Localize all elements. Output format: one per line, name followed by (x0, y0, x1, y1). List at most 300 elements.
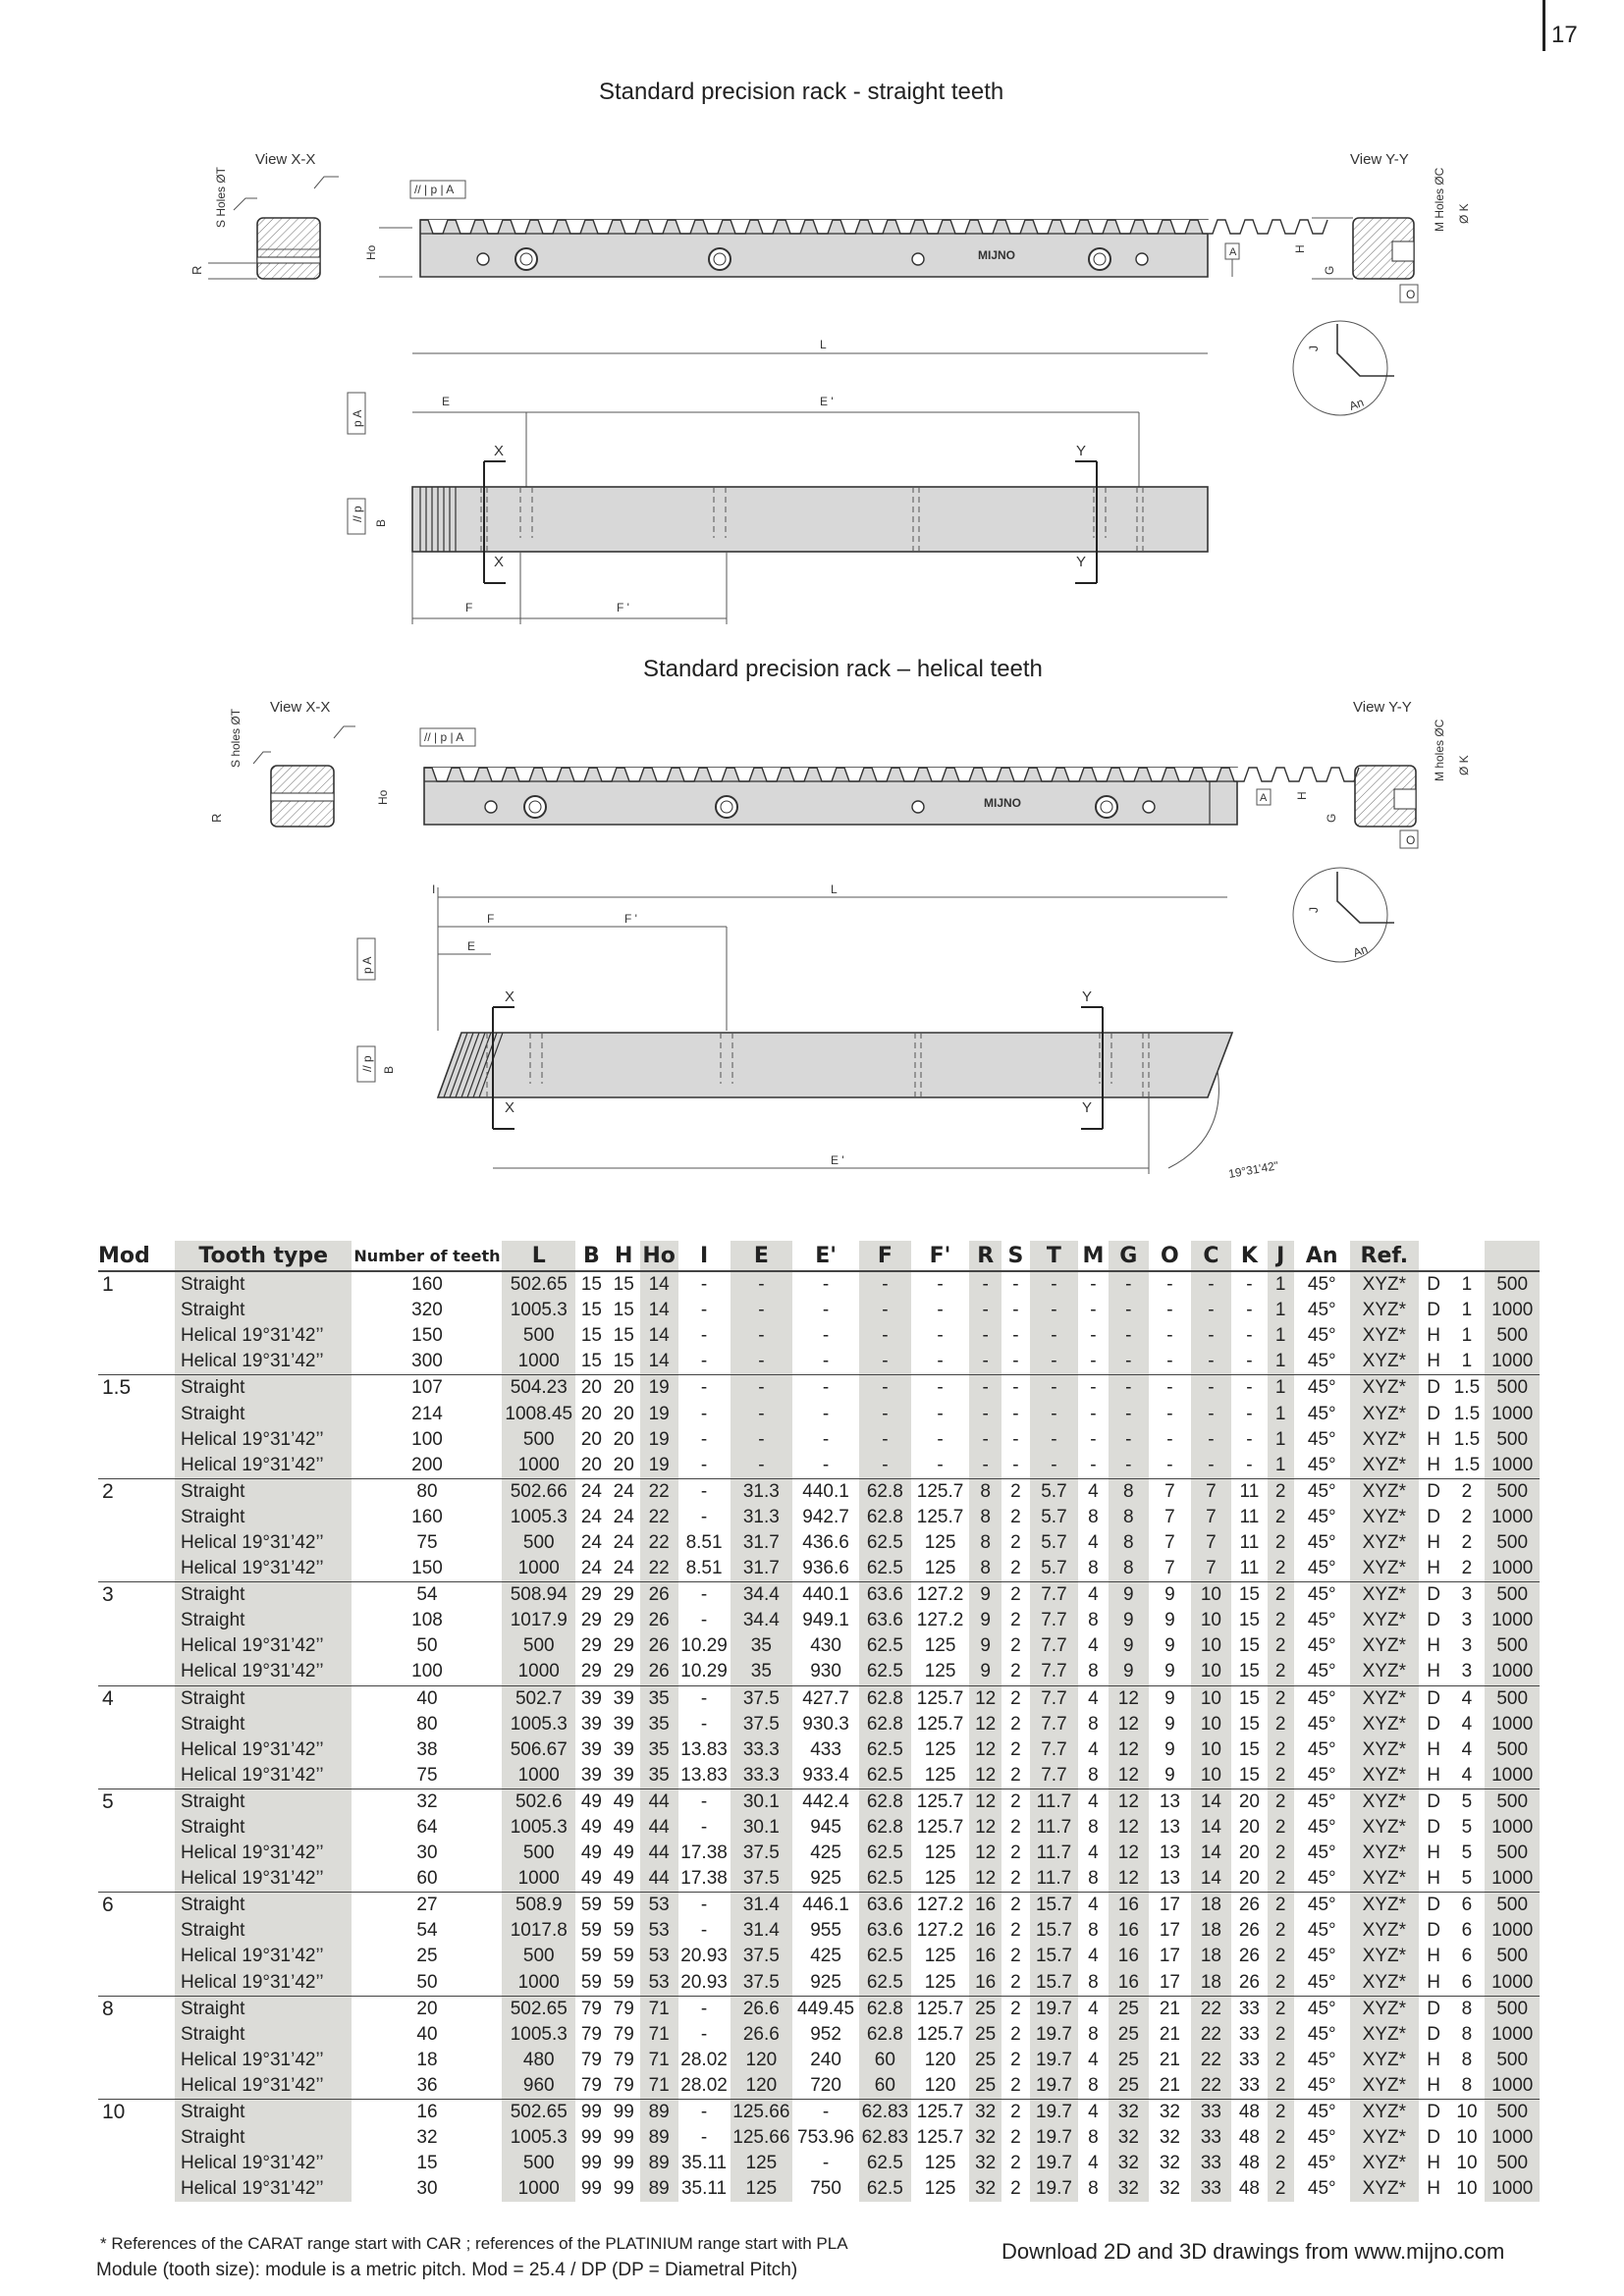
cell: 5 (1461, 1817, 1473, 1839)
g-label-2: G (1325, 813, 1338, 823)
cell: 4 (1088, 1635, 1099, 1657)
cell: 25 (1109, 2073, 1149, 2100)
cell: 4 (1461, 1764, 1473, 1786)
cell: 10 (1448, 2100, 1485, 2126)
cell: 8 (1088, 1920, 1099, 1942)
col-header-23 (1419, 1241, 1449, 1271)
cell: D (1419, 1582, 1449, 1609)
view-yy-label: View Y-Y (1350, 151, 1409, 168)
cell: 10.29 (680, 1635, 728, 1657)
cell: 1 (1268, 1349, 1294, 1375)
cell: 125 (924, 1946, 956, 1967)
j-label: J (1307, 346, 1321, 351)
cell: 4 (1448, 1685, 1485, 1712)
cell: 125.7 (916, 1817, 964, 1839)
cell: - (859, 1323, 911, 1349)
cell: 33 (1238, 2023, 1260, 2045)
cell: 22 (640, 1556, 678, 1582)
cell: 2 (1268, 1608, 1294, 1633)
cell: XYZ* (1350, 2100, 1419, 2126)
cross-section-left (257, 218, 320, 279)
cell: 7 (1191, 1505, 1231, 1530)
col-header-6: Ho (640, 1241, 678, 1271)
cell: 1000 (1485, 1556, 1540, 1582)
cell: 62.8 (859, 1996, 911, 2022)
cell: 2 (1268, 2151, 1294, 2176)
cell: 19.7 (1030, 2073, 1078, 2100)
table-body (98, 1271, 1540, 2202)
y-label-top: Y (1076, 443, 1087, 459)
cell: 32 (969, 2100, 1001, 2126)
cell: 2 (1001, 1478, 1030, 1505)
cell: Helical 19°31’42’’ (175, 1556, 352, 1582)
cell: 89 (640, 2125, 678, 2151)
cell: 440.1 (792, 1478, 859, 1505)
col-header-2: Number of teeth (353, 1246, 501, 1265)
mod-cell: 2 (98, 1478, 175, 1505)
cell: 2 (1010, 2178, 1021, 2200)
cell: H (1427, 1635, 1440, 1657)
cell: 17 (1159, 1971, 1180, 1993)
cell: 480 (502, 2048, 575, 2073)
cell: 1005.3 (502, 2125, 575, 2151)
cell: 125 (924, 1531, 956, 1553)
cell: - (1191, 1375, 1231, 1402)
cell: 26 (1238, 1920, 1260, 1942)
cell: 125 (924, 2153, 956, 2174)
cell: 63.6 (859, 1918, 911, 1944)
cell: 62.5 (859, 1763, 911, 1789)
h-label-2: H (1295, 791, 1309, 800)
cell: 1008.45 (502, 1401, 575, 1426)
cell: 19.7 (1030, 2125, 1078, 2151)
cell: 7 (1164, 1558, 1175, 1579)
cell: 16 (352, 2100, 502, 2126)
cell: 60 (859, 2048, 911, 2073)
k-label-2: Ø K (1457, 755, 1471, 775)
cell: 33 (1191, 2100, 1231, 2126)
cell: - (700, 1610, 708, 1631)
cell: 500 (1485, 1478, 1540, 1505)
cell: 930 (810, 1661, 841, 1682)
cell: 300 (411, 1351, 443, 1372)
cell: D (1419, 1893, 1449, 1919)
cell: 89 (640, 2151, 678, 2176)
cell: 39 (613, 1713, 634, 1735)
cell: 500 (1485, 1841, 1540, 1866)
cell: - (859, 1453, 911, 1479)
cell: 30 (416, 2178, 438, 2200)
table-row (98, 1996, 1540, 2022)
an-label: An (1347, 395, 1366, 413)
cell: XYZ* (1350, 1633, 1419, 1659)
cell: 2 (1001, 1685, 1030, 1712)
cell: 15 (613, 1325, 634, 1347)
cell: 2 (1010, 1713, 1021, 1735)
cell: - (1191, 1298, 1231, 1323)
cell: 7 (1191, 1478, 1231, 1505)
cell: 500 (1485, 2048, 1540, 2073)
cell: 8 (1088, 2127, 1099, 2149)
cell: 49 (580, 1868, 602, 1890)
cell: 22 (1191, 1996, 1231, 2022)
cell: 15 (1238, 1610, 1260, 1631)
cell: Straight (175, 1505, 352, 1530)
cell: 7.7 (1030, 1737, 1078, 1763)
cell: 21 (1159, 2074, 1180, 2096)
cell: 7 (1164, 1531, 1175, 1553)
cell: Straight (175, 2125, 352, 2151)
cell: 32 (969, 2125, 1001, 2151)
cell: 7.7 (1030, 1763, 1078, 1789)
cell: 89 (640, 2176, 678, 2202)
cell: 60 (859, 2073, 911, 2100)
cell: 45° (1307, 2023, 1336, 2045)
cell: 26 (1238, 1946, 1260, 1967)
cell: 50 (416, 1971, 438, 1993)
cell: XYZ* (1350, 1271, 1419, 1298)
col-header-19: K (1240, 1243, 1258, 1268)
cell: - (678, 2100, 731, 2126)
cell: 37.5 (731, 1866, 793, 1893)
cell: 17.38 (680, 1868, 728, 1890)
cell: 18 (1191, 1944, 1231, 1969)
cell: 64 (416, 1817, 438, 1839)
mod-cell: 1.5 (98, 1375, 175, 1402)
cell: - (731, 1401, 793, 1426)
cell: 37.5 (731, 1712, 793, 1737)
cell: Straight (175, 1478, 352, 1505)
cell: 59 (580, 1946, 602, 1967)
cell: 31.3 (731, 1478, 793, 1505)
cell: Helical 19°31’42’’ (175, 1349, 352, 1375)
cell: 8 (1109, 1556, 1149, 1582)
cell: 63.6 (859, 1582, 911, 1609)
cell: 62.8 (859, 1815, 911, 1841)
cell: 62.83 (859, 2125, 911, 2151)
cell: 2 (1001, 1893, 1030, 1919)
cell: - (1012, 1454, 1019, 1475)
cell: - (1191, 1271, 1231, 1298)
cell: 2 (1001, 1996, 1030, 2022)
cell: 1000 (1485, 1298, 1540, 1323)
cell: 16 (969, 1970, 1001, 1997)
table-row (98, 2022, 1540, 2048)
cell: 15 (1238, 1661, 1260, 1682)
cell: 3 (1461, 1661, 1473, 1682)
cell: Helical 19°31’42’’ (175, 1737, 352, 1763)
download-link[interactable]: Download 2D and 3D drawings from www.mijno.com (1001, 2239, 1505, 2264)
cell: 125.7 (916, 1506, 964, 1527)
cell: 62.8 (859, 1712, 911, 1737)
cell: 20 (1238, 1817, 1260, 1839)
cell: - (1246, 1325, 1253, 1347)
cell: 125.66 (731, 2125, 793, 2151)
cell: 45° (1307, 1300, 1336, 1321)
cell: 502.7 (502, 1685, 575, 1712)
cell: XYZ* (1350, 1608, 1419, 1633)
cell: 240 (810, 2049, 841, 2070)
cell: 753.96 (797, 2127, 855, 2149)
cell: D (1427, 1610, 1440, 1631)
cell: 26 (640, 1633, 678, 1659)
cell: Straight (175, 1582, 352, 1609)
cell: 2 (1268, 2022, 1294, 2048)
table-row (98, 1298, 1540, 1323)
cell: 2 (1010, 1506, 1021, 1527)
col-header-21: An (1305, 1243, 1338, 1268)
cell: 11.7 (1030, 1789, 1078, 1815)
cell: 2 (1268, 1866, 1294, 1893)
cell: 34.4 (731, 1582, 793, 1609)
reference-note: * References of the CARAT range start with CAR ; references of the PLATINIUM range start with PLA (100, 2234, 848, 2253)
cell: 4 (1078, 1893, 1109, 1919)
cell: 8 (1088, 1817, 1099, 1839)
table-row (98, 1401, 1540, 1426)
cell: D (1419, 1271, 1449, 1298)
cell: 62.5 (859, 1944, 911, 1969)
straight-rack-drawing (189, 151, 1471, 624)
cell: 8 (1088, 1610, 1099, 1631)
cell: 45° (1307, 1325, 1336, 1347)
cell: 214 (411, 1403, 443, 1424)
cell: 63.6 (859, 1608, 911, 1633)
cell: 45° (1307, 1351, 1336, 1372)
cell: 19.7 (1030, 1996, 1078, 2022)
cell: 59 (580, 1971, 602, 1993)
cell: 53 (640, 1944, 678, 1969)
cell: Helical 19°31’42’’ (175, 1970, 352, 1997)
cell: 71 (640, 2048, 678, 2073)
cell: 2 (1010, 2049, 1021, 2070)
cell: 29 (580, 1661, 602, 1682)
cell: 26 (1238, 1971, 1260, 1993)
cell: 24 (575, 1478, 608, 1505)
cell: 45° (1307, 1764, 1336, 1786)
cell: 15 (1238, 1713, 1260, 1735)
cell: - (1078, 1271, 1109, 1298)
f-label: F (465, 601, 473, 614)
cell: 79 (580, 2074, 602, 2096)
cell: 45° (1294, 1893, 1350, 1919)
cell: 45° (1307, 1713, 1336, 1735)
cell: 20 (1231, 1789, 1268, 1815)
cell: 2 (1001, 1789, 1030, 1815)
cell: D (1427, 1817, 1440, 1839)
cell: 24 (580, 1558, 602, 1579)
cell: 99 (608, 2100, 640, 2126)
cell: 4 (1088, 1946, 1099, 1967)
cell: 13 (1159, 1868, 1180, 1890)
cell: 35 (731, 1659, 793, 1685)
table-row (98, 1427, 1540, 1453)
tol-a-vertical: p A (351, 409, 364, 427)
cell: 39 (580, 1713, 602, 1735)
cell: - (792, 1271, 859, 1298)
cell: 44 (640, 1841, 678, 1866)
cell: 3 (1448, 1582, 1485, 1609)
cell: 12 (969, 1841, 1001, 1866)
mod-cell: 8 (98, 1996, 175, 2022)
cell: Helical 19°31’42’’ (175, 1633, 352, 1659)
cell: 8 (1088, 1558, 1099, 1579)
cell: Straight (175, 1815, 352, 1841)
cell: 2 (1268, 2100, 1294, 2126)
cell: 33 (1231, 1996, 1268, 2022)
cell: 16 (1109, 1944, 1149, 1969)
cell: 59 (613, 1971, 634, 1993)
cell: 1000 (1485, 1659, 1540, 1685)
cell: 500 (1485, 2100, 1540, 2126)
cell: 26.6 (731, 2022, 793, 2048)
cell: 1 (1448, 1271, 1485, 1298)
cell: 14 (640, 1349, 678, 1375)
cell: 9 (1109, 1659, 1149, 1685)
cell: 10 (1191, 1685, 1231, 1712)
cell: 125 (924, 2178, 956, 2200)
cell: 1.5 (1448, 1375, 1485, 1402)
cell: 1005.3 (502, 2022, 575, 2048)
cell: 49 (580, 1817, 602, 1839)
cell: 1000 (1485, 1505, 1540, 1530)
cell: - (678, 1789, 731, 1815)
cell: 14 (1191, 1815, 1231, 1841)
cell: - (1246, 1428, 1253, 1450)
cell: XYZ* (1350, 2125, 1419, 2151)
cell: 127.2 (916, 1920, 964, 1942)
col-header-15: M (1082, 1243, 1105, 1268)
cell: 1 (1461, 1300, 1473, 1321)
cell: 24 (608, 1478, 640, 1505)
cell: 1000 (1485, 2176, 1540, 2202)
cell: 79 (613, 2049, 634, 2070)
cell: 32 (352, 1789, 502, 1815)
brand-logo: MIJNO (978, 248, 1016, 262)
cell: 33 (1191, 2151, 1231, 2176)
cell: 45° (1307, 1635, 1336, 1657)
cell: 25 (969, 2022, 1001, 2048)
cell: 12 (1109, 1866, 1149, 1893)
cell: 53 (640, 1918, 678, 1944)
cell: 15.7 (1030, 1970, 1078, 1997)
h-label: H (1293, 244, 1307, 253)
cell: 427.7 (792, 1685, 859, 1712)
cell: XYZ* (1350, 1582, 1419, 1609)
cell: 62.8 (859, 1478, 911, 1505)
cell: 16 (1109, 1970, 1149, 1997)
cell: 89 (640, 2100, 678, 2126)
cell: 9 (969, 1659, 1001, 1685)
cell: 12 (969, 1712, 1001, 1737)
table-row (98, 2073, 1540, 2100)
cell: 99 (613, 2127, 634, 2149)
cell: 720 (810, 2074, 841, 2096)
cell: 16 (969, 1944, 1001, 1969)
cell: 502.6 (502, 1789, 575, 1815)
cell: 7 (1164, 1506, 1175, 1527)
cell: 35 (731, 1633, 793, 1659)
cell: 4 (1078, 1478, 1109, 1505)
cell: 45° (1307, 1868, 1336, 1890)
cell: - (859, 1401, 911, 1426)
cell: 2 (1268, 1944, 1294, 1969)
cell: 1000 (1485, 2073, 1540, 2100)
cell: - (700, 1403, 708, 1424)
cell: 62.8 (859, 1685, 911, 1712)
cell: 500 (502, 1530, 575, 1556)
cell: 150 (411, 1558, 443, 1579)
cell: 9 (1149, 1582, 1191, 1609)
cell: 45° (1307, 2049, 1336, 2070)
cell: 79 (575, 1996, 608, 2022)
cell: 120 (731, 2048, 793, 2073)
cell: D (1419, 1685, 1449, 1712)
cell: 11 (1239, 1531, 1260, 1553)
cell: 45° (1307, 2153, 1336, 2174)
cell: - (700, 1325, 708, 1347)
cell: 9 (1164, 1738, 1175, 1760)
cell: 15 (575, 1271, 608, 1298)
cell: 125 (731, 2151, 793, 2176)
cell: 39 (613, 1764, 634, 1786)
cell: 10 (1191, 1582, 1231, 1609)
mod-cell (98, 1763, 175, 1789)
cell: 108 (411, 1610, 443, 1631)
cell: 17 (1159, 1920, 1180, 1942)
cell: 15 (1231, 1685, 1268, 1712)
cell: 8 (1088, 1661, 1099, 1682)
cell: 1 (1461, 1325, 1473, 1347)
cell: 45° (1294, 1582, 1350, 1609)
cell: 10 (1191, 1763, 1231, 1789)
cell: 500 (502, 1427, 575, 1453)
cell: 125.7 (911, 1789, 969, 1815)
cell: 25 (416, 1946, 438, 1967)
cell: 1000 (502, 1659, 575, 1685)
cell: 1017.8 (502, 1918, 575, 1944)
an-label-2: An (1351, 941, 1370, 960)
cell: 8 (969, 1556, 1001, 1582)
cell: H (1427, 1661, 1440, 1682)
cell: - (678, 1893, 731, 1919)
cell: 7.7 (1030, 1633, 1078, 1659)
cell: 1000 (1485, 1712, 1540, 1737)
cell: XYZ* (1350, 1893, 1419, 1919)
cell: 15 (580, 1325, 602, 1347)
table-row (98, 1608, 1540, 1633)
cell: H (1427, 2178, 1440, 2200)
cell: 2 (1010, 1531, 1021, 1553)
table-row (98, 2125, 1540, 2151)
cell: - (1090, 1325, 1097, 1347)
cell: 2 (1461, 1558, 1473, 1579)
cell: - (1012, 1428, 1019, 1450)
cell: - (1030, 1375, 1078, 1402)
cell: - (731, 1323, 793, 1349)
cell: 107 (352, 1375, 502, 1402)
cell: 13 (1159, 1817, 1180, 1839)
cell: 24 (613, 1506, 634, 1527)
cell: 2 (1010, 1817, 1021, 1839)
cell: 1 (1268, 1401, 1294, 1426)
cell: 1000 (1485, 2125, 1540, 2151)
cell: - (678, 1996, 731, 2022)
mod-cell (98, 1866, 175, 1893)
cell: 25 (1109, 1996, 1149, 2022)
cell: XYZ* (1350, 1737, 1419, 1763)
cell: 1000 (502, 1970, 575, 1997)
cell: XYZ* (1350, 1970, 1419, 1997)
